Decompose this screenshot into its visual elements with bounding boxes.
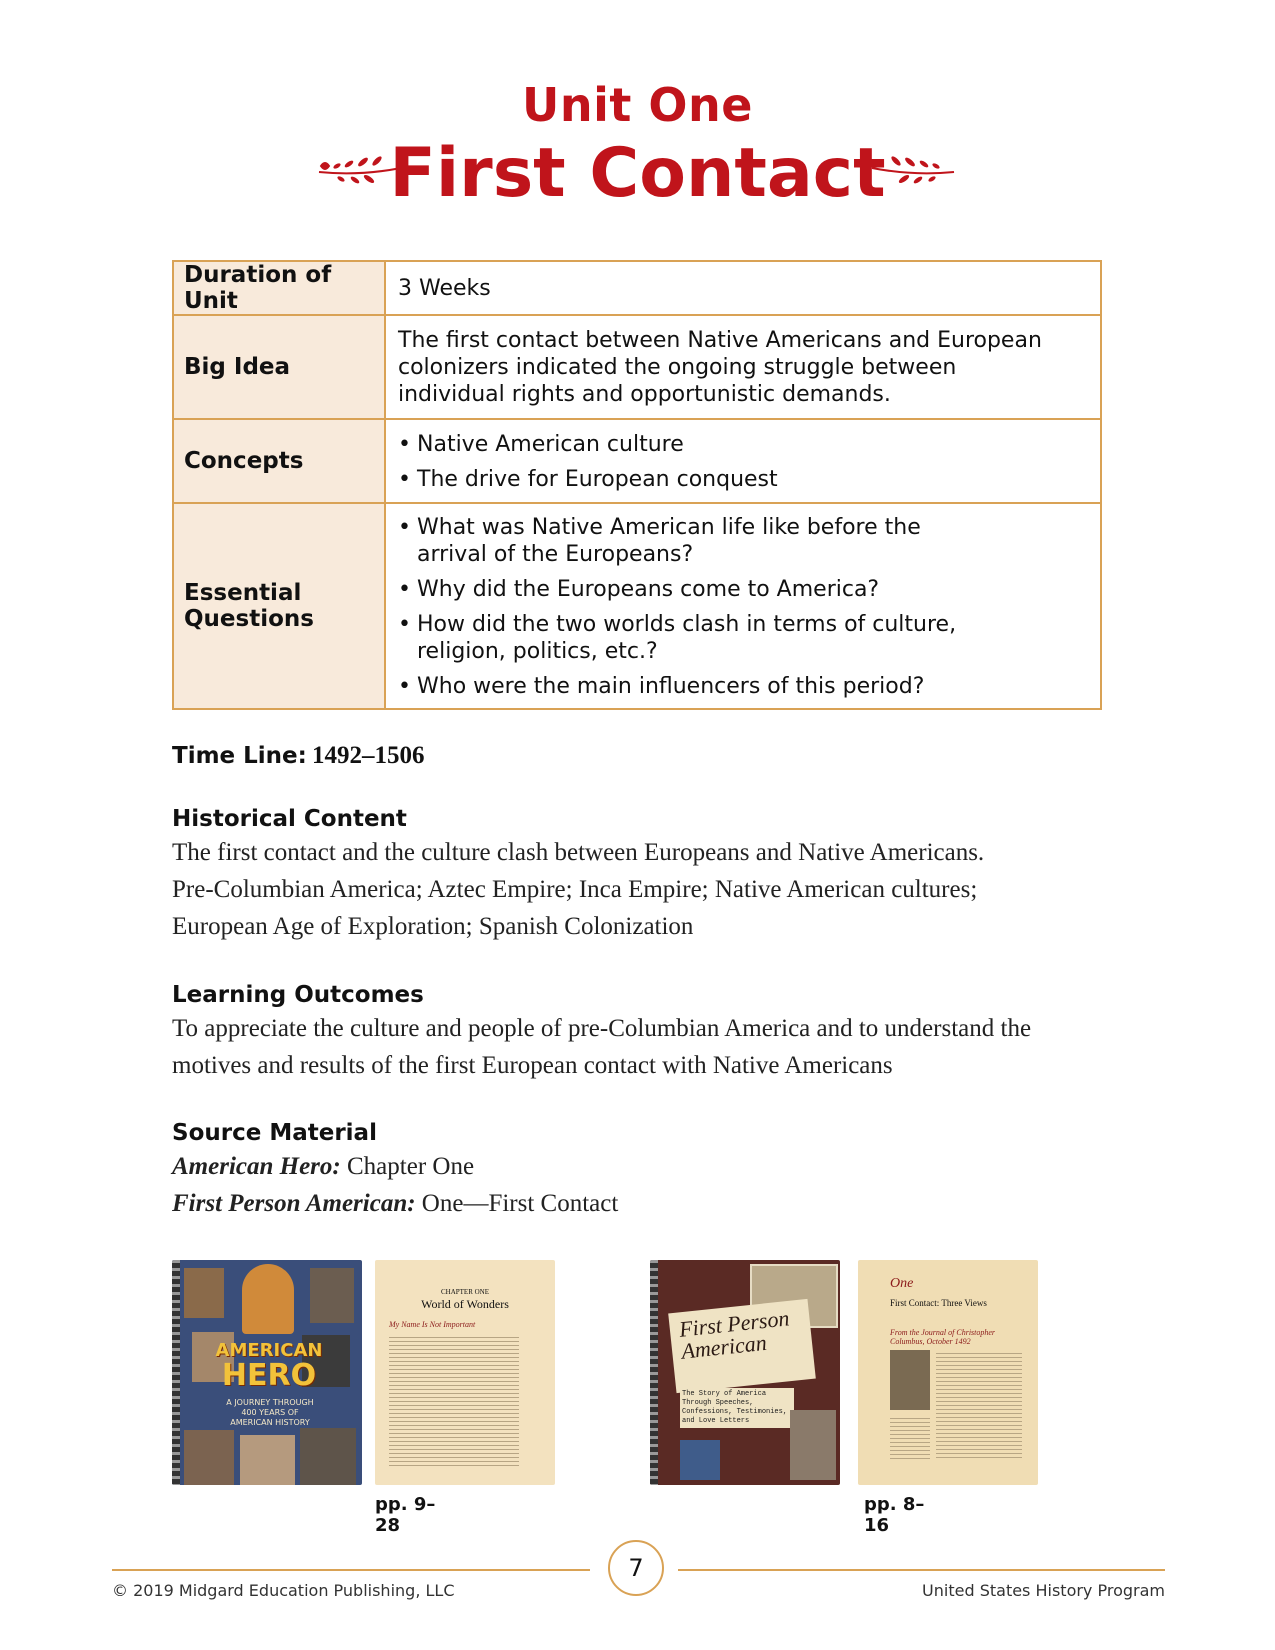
- chapter-label: CHAPTER ONE: [440, 1288, 490, 1296]
- table-row: [173, 315, 1101, 419]
- portrait-image: [242, 1264, 294, 1334]
- first-person-american-caption: pp. 8–16: [864, 1494, 925, 1536]
- list-item: • Native American culture: [398, 431, 1088, 458]
- portrait-image: [184, 1268, 224, 1318]
- source-detail: Chapter One: [347, 1153, 475, 1180]
- portrait-image: [300, 1428, 356, 1485]
- source-title: First Person American:: [172, 1190, 416, 1217]
- program-name: United States History Program: [922, 1581, 1165, 1600]
- source-detail: One—First Contact: [421, 1190, 619, 1217]
- list-item: • Why did the Europeans come to America?: [398, 576, 980, 603]
- cover-title: AMERICAN: [215, 1340, 323, 1361]
- flag-image: [680, 1440, 720, 1480]
- timeline-label: Time Line:: [172, 743, 307, 769]
- essential-questions-value: [385, 503, 1101, 709]
- list-item: • What was Native American life like before the arrival of the Europeans?: [398, 514, 980, 568]
- unit-overview-table: [172, 260, 1102, 710]
- table-row: [173, 261, 1101, 315]
- right-flourish-icon: [868, 152, 958, 188]
- american-hero-cover: [172, 1260, 362, 1485]
- list-item: • The drive for European conquest: [398, 466, 1088, 493]
- cover-title: HERO: [221, 1358, 317, 1393]
- list-item: • Who were the main influencers of this period?: [398, 673, 980, 700]
- concepts-label: Concepts: [173, 419, 385, 503]
- cover-subtitle: A JOURNEY THROUGH 400 YEARS OF AMERICAN HISTORY: [226, 1398, 314, 1427]
- portrait-image: [184, 1430, 234, 1485]
- big-idea-label: Big Idea: [173, 315, 385, 419]
- portrait-image: [240, 1435, 295, 1485]
- page-text-lines: [890, 1415, 930, 1460]
- timeline-value: 1492–1506: [311, 742, 425, 769]
- page-text-lines: [936, 1350, 1022, 1460]
- portrait-image: [310, 1268, 354, 1323]
- source-entry: [172, 1148, 474, 1185]
- essential-questions-list: [398, 514, 980, 700]
- spiral-binding: [172, 1260, 180, 1485]
- learning-outcomes-text: To appreciate the culture and people of pre-Columbian America and to understand the motives and results of the first European contact with Native Americans: [172, 1015, 1032, 1079]
- chapter-title: World of Wonders: [421, 1297, 509, 1311]
- footer-divider: [112, 1569, 590, 1571]
- timeline: [172, 742, 424, 770]
- american-hero-page: [375, 1260, 555, 1485]
- chapter-number: One: [890, 1276, 914, 1291]
- duration-label: Duration of Unit: [173, 261, 385, 315]
- unit-title: First Contact: [389, 134, 886, 213]
- big-idea-value: The first contact between Native Americans and European colonizers indicated the ongoing struggle between individual rights and opportunistic demands.: [385, 315, 1101, 419]
- source-title: American Hero:: [172, 1153, 341, 1180]
- chapter-title: First Contact: Three Views: [890, 1298, 987, 1308]
- concepts-list: [398, 431, 1088, 493]
- concepts-value: [385, 419, 1101, 503]
- table-row: [173, 503, 1101, 709]
- source-material-heading: Source Material: [172, 1120, 377, 1146]
- chapter-subhead: My Name Is Not Important: [389, 1320, 476, 1329]
- first-person-american-cover: [650, 1260, 840, 1485]
- american-hero-caption: pp. 9–28: [375, 1494, 436, 1536]
- cover-subtitle: The Story of America Through Speeches, Confessions, Testimonies, and Love Letters: [680, 1388, 794, 1428]
- historical-content-heading: Historical Content: [172, 806, 407, 832]
- photo-image: [790, 1410, 836, 1480]
- portrait-image: [890, 1350, 930, 1410]
- historical-content-text: The first contact and the culture clash between Europeans and Native Americans. Pre-Columbian America; Aztec Empire; Inca Empire; Native American cultures; European Age of Exploration; Spanish Colonization: [172, 839, 985, 940]
- page-number: 7: [608, 1540, 664, 1596]
- footer-divider: [678, 1569, 1165, 1571]
- first-person-american-page: [858, 1260, 1038, 1485]
- list-item: • How did the two worlds clash in terms of culture, religion, politics, etc.?: [398, 611, 980, 665]
- chapter-subhead: From the Journal of Christopher Columbus, October 1492: [890, 1328, 996, 1346]
- source-entry: [172, 1185, 618, 1222]
- table-row: [173, 419, 1101, 503]
- spiral-binding: [650, 1260, 658, 1485]
- learning-outcomes-heading: Learning Outcomes: [172, 982, 424, 1008]
- cover-title: First Person American: [677, 1305, 791, 1364]
- unit-label: Unit One: [522, 78, 753, 132]
- duration-value: 3 Weeks: [385, 261, 1101, 315]
- essential-questions-label: Essential Questions: [173, 503, 385, 709]
- copyright-text: © 2019 Midgard Education Publishing, LLC: [112, 1581, 455, 1600]
- page-text-lines: [389, 1334, 519, 1469]
